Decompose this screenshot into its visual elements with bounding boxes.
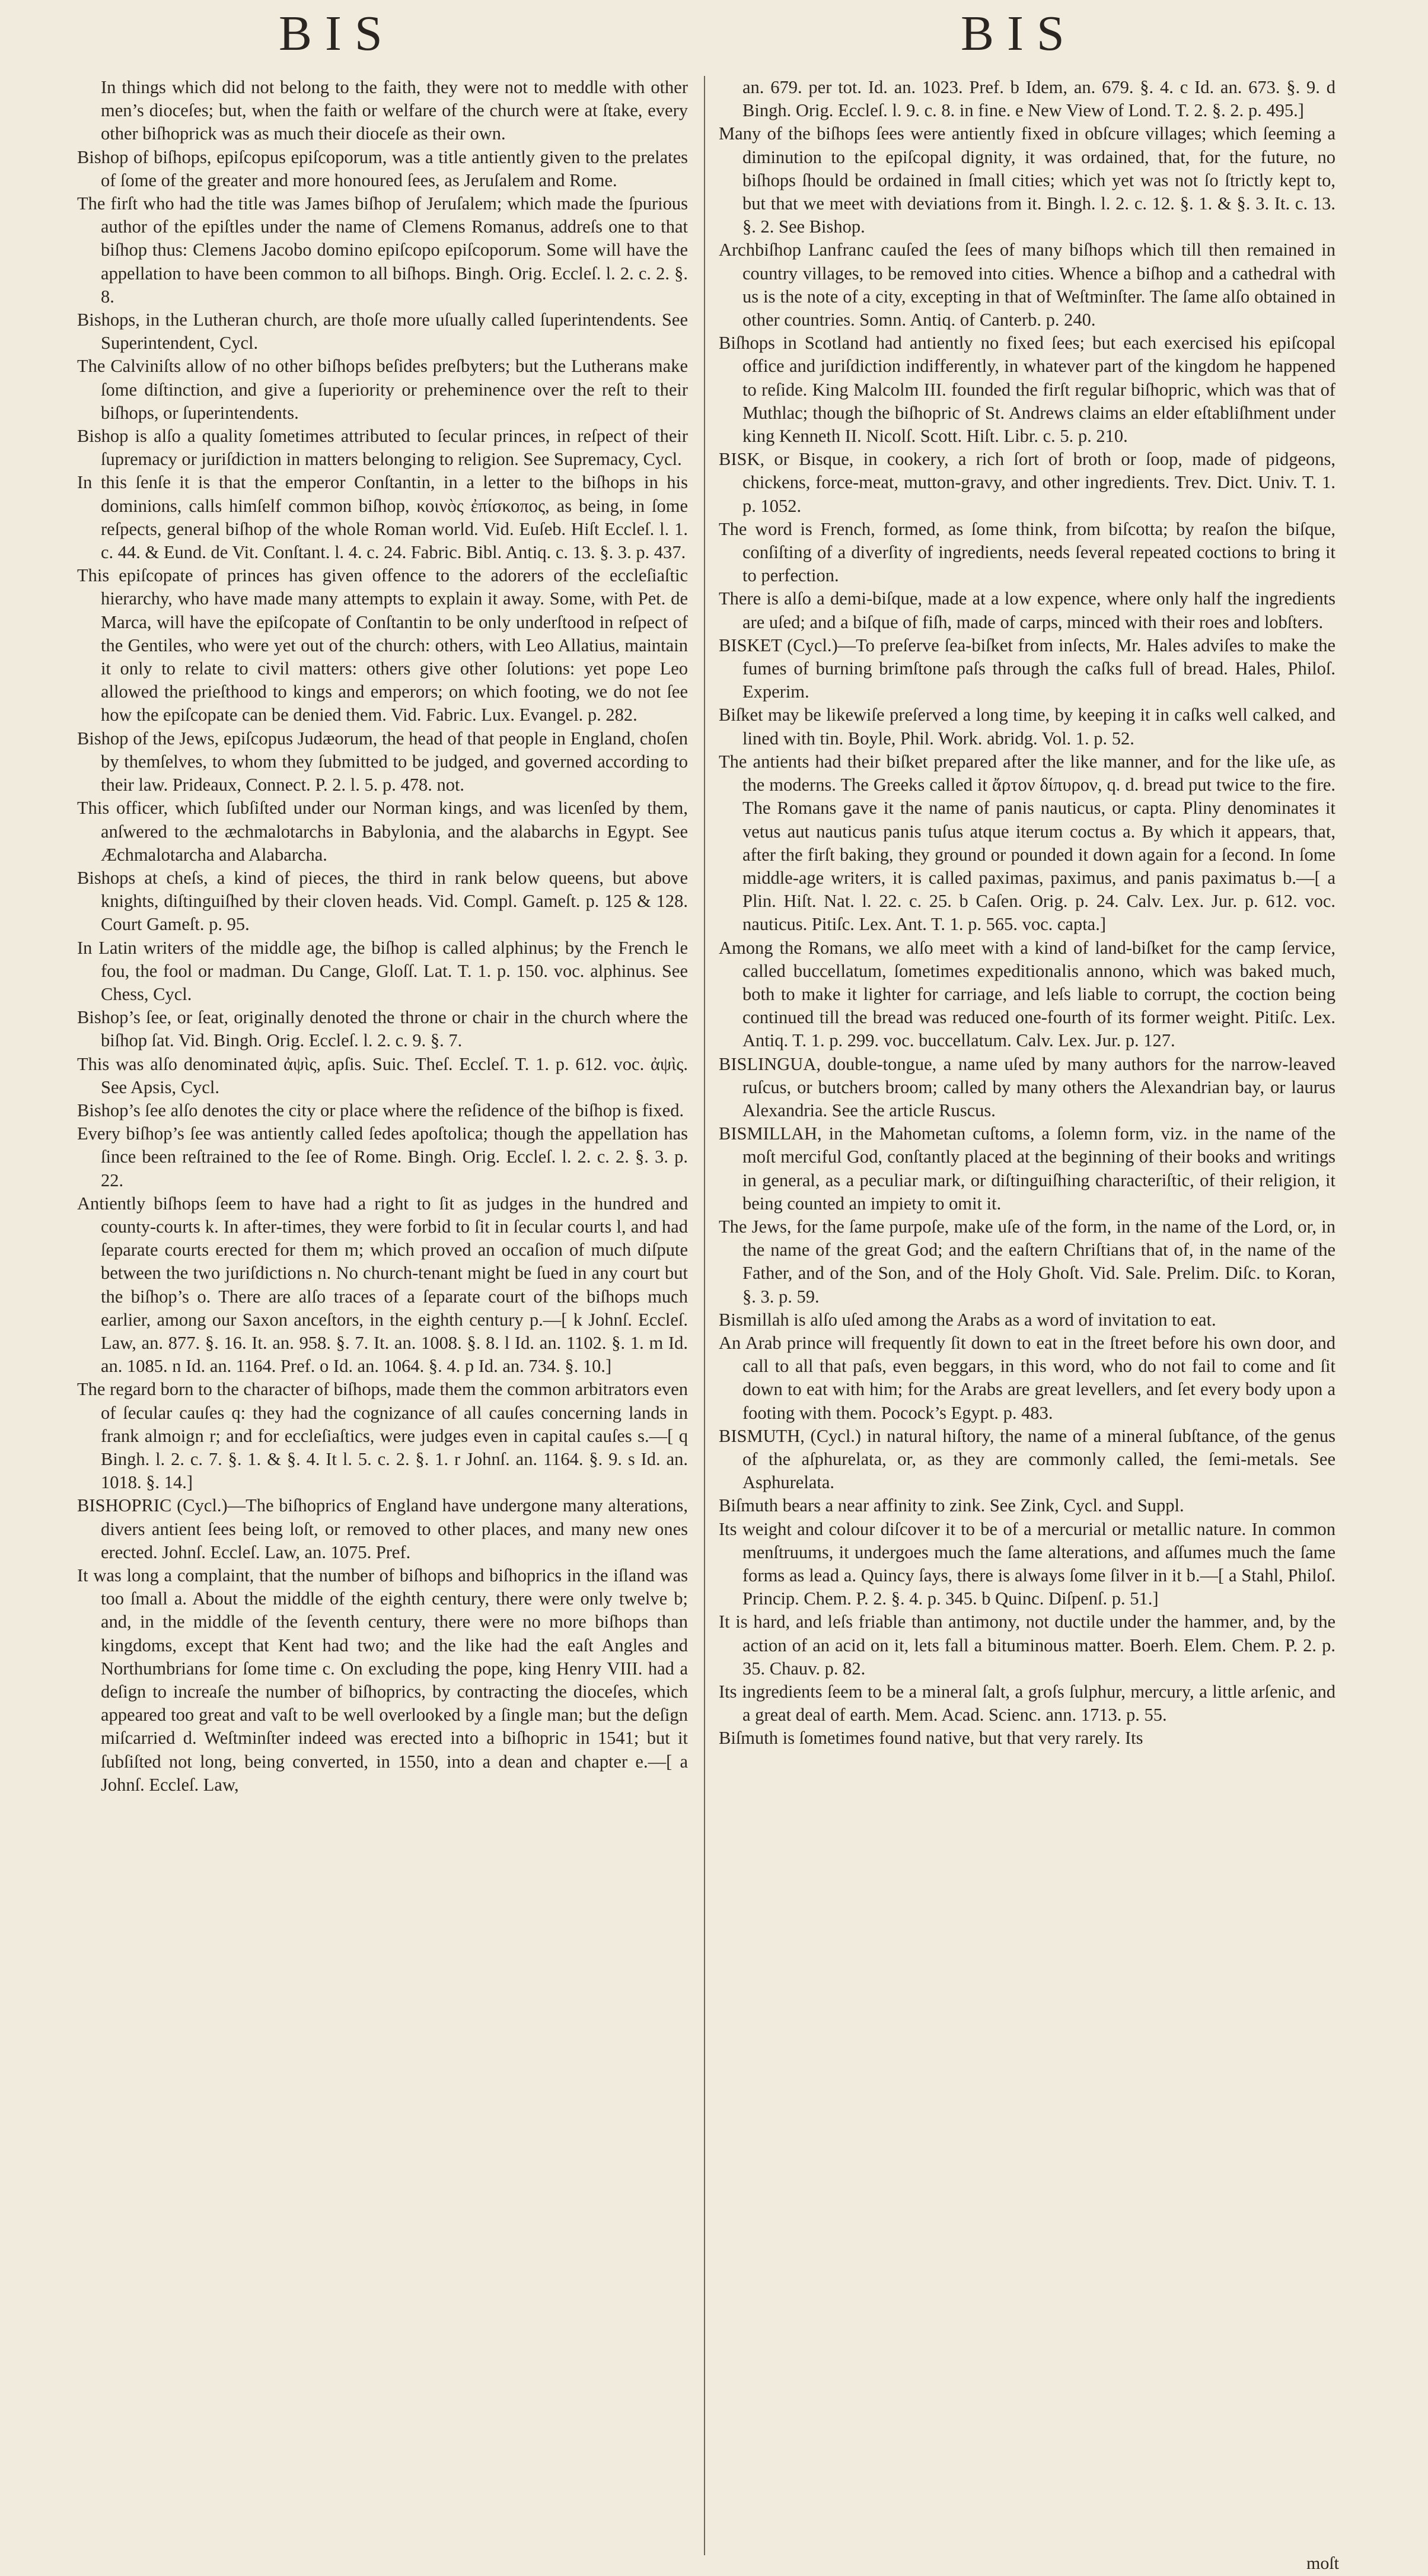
dictionary-entry: Antiently biſhops ſeem to have had a right to ſit as judges in the hundred and county-courts k. In after-times, they were forbid to ſit in ſecular courts l, and had ſeparate courts erected for them m; which proved an occaſion of much diſpute between the two juriſdictions n. No church-tenant might be ſued in any court but the biſhop’s o. There are alſo traces of a ſeparate court of the biſhops much earlier, among our Saxon anceſtors, in the eighth century p.—[ k Johnſ. Eccleſ. Law, an. 877. §. 16. It. an. 958. §. 7. It. an. 1008. §. 8. l Id. an. 1102. §. 1. m Id. an. 1085. n Id. an. 1164. Pref. o Id. an. 1064. §. 4. p Id. an. 734. §. 10.] [77, 1193, 688, 1377]
dictionary-entry: BISKET (Cycl.)—To preſerve ſea-biſket from inſects, Mr. Hales adviſes to make the fumes of burning brimſtone paſs through the caſks full of bread. Hales, Philoſ. Experim. [719, 635, 1335, 702]
dictionary-entry: The Jews, for the ſame purpoſe, make uſe of the form, in the name of the Lord, or, in the name of the great God; and the eaſtern Chriſtians that of, in the name of the Father, and of the Son, and of the Holy Ghoſt. Vid. Sale. Prelim. Diſc. to Koran, §. 3. p. 59. [719, 1216, 1335, 1307]
dictionary-entry: An Arab prince will frequently ſit down to eat in the ſtreet before his own door, and call to all that paſs, even beggars, in this word, who do not fail to come and ſit down to eat with him; for the Arabs are great levellers, and ſet every body upon a footing with them. Pocock’s Egypt. p. 483. [719, 1332, 1335, 1423]
dictionary-entry: Bishop is alſo a quality ſometimes attributed to ſecular princes, in reſpect of their ſupremacy or juriſdiction in matters belonging to religion. See Supremacy, Cycl. [77, 426, 688, 470]
dictionary-entry: It is hard, and leſs friable than antimony, not ductile under the hammer, and, by the action of an acid on it, lets fall a bituminous matter. Boerh. Elem. Chem. P. 2. p. 35. Chauv. p. 82. [719, 1612, 1335, 1679]
left-column [77, 76, 688, 2567]
dictionary-entry: Bismillah is alſo uſed among the Arabs as a word of invitation to eat. [719, 1309, 1216, 1330]
dictionary-entry: BISMUTH, (Cycl.) in natural hiſtory, the name of a mineral ſubſtance, of the genus of the aſphurelata, or, as they are commonly called, the ſemi-metals. See Asphurelata. [719, 1425, 1335, 1493]
dictionary-entry: an. 679. per tot. Id. an. 1023. Pref. b Idem, an. 679. §. 4. c Id. an. 673. §. 9. d Bingh. Orig. Eccleſ. l. 9. c. 8. in fine. e New View of Lond. T. 2. §. 2. p. 495.] [742, 77, 1335, 121]
dictionary-entry: Bishop of biſhops, epiſcopus epiſcoporum, was a title antiently given to the prelates of ſome of the greater and more honoured ſees, as Jeruſalem and Rome. [77, 147, 688, 190]
dictionary-entry: BISHOPRIC (Cycl.)—The biſhoprics of England have undergone many alterations, divers antient ſees being loſt, or removed to other places, and many new ones erected. Johnſ. Eccleſ. Law, an. 1075. Pref. [77, 1495, 688, 1562]
dictionary-entry: Biſmuth is ſometimes found native, but that very rarely. Its [719, 1728, 1143, 1749]
dictionary-entry: Every biſhop’s ſee was antiently called ſedes apoſtolica; though the appellation has ſince been reſtrained to the ſee of Rome. Bingh. Orig. Eccleſ. l. 2. c. 2. §. 3. p. 22. [77, 1123, 688, 1190]
dictionary-entry: The firſt who had the title was James biſhop of Jeruſalem; which made the ſpurious author of the epiſtles under the name of Clemens Romanus, addreſs one to that biſhop thus: Clemens Jacobo domino epiſcopo epiſcoporum. Some will have the appellation to have been common to all biſhops. Bingh. Orig. Eccleſ. l. 2. c. 2. §. 8. [77, 193, 688, 307]
dictionary-entry: This epiſcopate of princes has given offence to the adorers of the eccleſiaſtic hierarchy, who have made many attempts to explain it away. Some, with Pet. de Marca, will have the epiſcopate of Conſtantin to be only underſtood in reſpect of the Gentiles, who were yet out of the church: others, with Leo Allatius, maintain it only to relate to civil matters: others give other ſolutions: yet pope Leo allowed the prieſthood to kings and emperors; on which footing, we do not ſee how the epiſcopate can be denied them. Vid. Fabric. Lux. Evangel. p. 282. [77, 565, 688, 725]
dictionary-entry: Among the Romans, we alſo meet with a kind of land-biſket for the camp ſervice, called buccellatum, ſometimes expeditionalis annono, which was baked much, both to make it lighter for carriage, and leſs liable to corrupt, the coction being continued till the bread was reduced one-fourth of its former weight. Pitiſc. Lex. Antiq. T. 1. p. 299. voc. buccellatum. Calv. Lex. Jur. p. 127. [719, 937, 1335, 1051]
dictionary-entry: The regard born to the character of biſhops, made them the common arbitrators even of ſecular cauſes q: they had the cognizance of all cauſes concerning lands in frank almoign r; and for eccleſiaſtics, were judges even in capital cauſes s.—[ q Bingh. l. 2. c. 7. §. 1. & §. 4. It l. 5. c. 2. §. 1. r Johnſ. an. 1164. §. 9. s Id. an. 1018. §. 14.] [77, 1379, 688, 1493]
dictionary-entry: The word is French, formed, as ſome think, from biſcotta; by reaſon the biſque, conſiſting of a diverſity of ingredients, needs ſeveral repeated coctions to bring it to perfection. [719, 518, 1335, 586]
dictionary-entry: This officer, which ſubſiſted under our Norman kings, and was licenſed by them, anſwered to the æchmalotarchs in Babylonia, and the alabarchs in Egypt. See Æchmalotarcha and Alabarcha. [77, 798, 688, 865]
dictionary-entry: Biſket may be likewiſe preſerved a long time, by keeping it in caſks well calked, and lined with tin. Boyle, Phil. Work. abridg. Vol. 1. p. 52. [719, 705, 1335, 749]
dictionary-entry: The antients had their biſket prepared after the like manner, and for the like uſe, as the moderns. The Greeks called it ἄρτον δίπυρον, q. d. bread put twice to the fire. The Romans gave it the name of panis nauticus, or capta. Pliny denominates it vetus aut nauticus panis tuſus atque iterum coctus a. By which it appears, that, after the firſt baking, they ground or pounded it down again for a ſecond. In ſome middle-age writers, it is called paximas, paximus, and panis paximatus b.—[ a Plin. Hiſt. Nat. l. 22. c. 25. b Caſen. Orig. p. 24. Calv. Lex. Jur. p. 612. voc. nauticus. Pitiſc. Lex. Ant. T. 1. p. 565. voc. capta.] [719, 751, 1335, 935]
dictionary-entry: Biſhops in Scotland had antiently no fixed ſees; but each exercised his epiſcopal office and juriſdiction indifferently, in whatever part of the kingdom he happened to reſide. King Malcolm III. founded the firſt regular biſhopric, which was that of Muthlac; though the biſhopric of St. Andrews claims an elder eſtabliſhment under king Kenneth II. Nicolſ. Scott. Hiſt. Libr. c. 5. p. 210. [719, 333, 1335, 447]
dictionary-entry: Biſmuth bears a near affinity to zink. See Zink, Cycl. and Suppl. [719, 1495, 1184, 1516]
dictionary-entry: Bishop of the Jews, epiſcopus Judæorum, the head of that people in England, choſen by themſelves, to whom they ſubmitted to be judged, and governed according to their law. Prideaux, Connect. P. 2. l. 5. p. 478. not. [77, 728, 688, 795]
right-column [719, 76, 1335, 2567]
dictionary-entry: In this ſenſe it is that the emperor Conſtantin, in a letter to the biſhops in his dominions, calls himſelf common biſhop, κοινὸς ἐπίσκοπος, as being, in ſome reſpects, general biſhop of the whole Roman world. Vid. Euſeb. Hiſt Eccleſ. l. 1. c. 44. & Eund. de Vit. Conſtant. l. 4. c. 24. Fabric. Bibl. Antiq. c. 13. §. 3. p. 437. [77, 472, 688, 563]
dictionary-entry: In Latin writers of the middle age, the biſhop is called alphinus; by the French le fou, the fool or madman. Du Cange, Gloſſ. Lat. T. 1. p. 150. voc. alphinus. See Chess, Cycl. [77, 937, 688, 1004]
dictionary-entry: Its ingredients ſeem to be a mineral ſalt, a groſs ſulphur, mercury, a little arſenic, and a great deal of earth. Mem. Acad. Scienc. ann. 1713. p. 55. [719, 1682, 1335, 1725]
dictionary-entry: There is alſo a demi-biſque, made at a low expence, where only half the ingredients are uſed; and a biſque of fiſh, made of carps, minced with their roes and lobſters. [719, 588, 1335, 632]
dictionary-entry: BISK, or Bisque, in cookery, a rich ſort of broth or ſoop, made of pidgeons, chickens, force-meat, mutton-gravy, and other ingredients. Trev. Dict. Univ. T. 1. p. 1052. [719, 449, 1335, 516]
dictionary-entry: Many of the biſhops ſees were antiently fixed in obſcure villages; which ſeeming a diminution to the epiſcopal dignity, it was ordained, that, for the future, no biſhops ſhould be ordained in ſmall cities; which yet was not ſo ſtrictly kept to, but that we meet with deviations from it. Bingh. l. 2. c. 12. §. 1. & §. 3. It. c. 13. §. 2. See Bishop. [719, 123, 1335, 237]
dictionary-entry: BISMILLAH, in the Mahometan cuſtoms, a ſolemn form, viz. in the name of the moſt merciful God, conſtantly placed at the beginning of their books and writings in general, as a peculiar mark, or diſtinguiſhing characteriſtic, of their religion, it being counted an impiety to omit it. [719, 1123, 1335, 1214]
dictionary-entry: This was alſo denominated ἀψὶς, apſis. Suic. Theſ. Eccleſ. T. 1. p. 612. voc. ἀψὶς. See Apsis, Cycl. [77, 1053, 688, 1097]
running-head-right: BIS [961, 6, 1078, 61]
column-divider [704, 76, 705, 2555]
dictionary-entry: BISLINGUA, double-tongue, a name uſed by many authors for the narrow-leaved ruſcus, or butchers broom; called by many others the Alexandrian bay, or laurus Alexandria. See the article Ruscus. [719, 1053, 1335, 1120]
dictionary-entry: Archbiſhop Lanfranc cauſed the ſees of many biſhops which till then remained in country villages, to be removed into cities. Whence a biſhop and a cathedral with us is the note of a city, excepting in that of Weſtminſter. The ſame alſo obtained in other countries. Somn. Antiq. of Canterb. p. 240. [719, 240, 1335, 330]
running-head-left: BIS [279, 6, 396, 61]
dictionary-entry: In things which did not belong to the faith, they were not to meddle with other men’s dioceſes; but, when the faith or welfare of the church were at ſtake, every other biſhoprick was as much their dioceſe as their own. [101, 77, 688, 144]
dictionary-entry: The Calviniſts allow of no other biſhops beſides preſbyters; but the Lutherans make ſome diſtinction, and give a ſuperiority or preheminence over the reſt to their biſhops, or ſuperintendents. [77, 356, 688, 423]
dictionary-entry: Its weight and colour diſcover it to be of a mercurial or metallic nature. In common menſtruums, it undergoes much the ſame alterations, and aſſumes much the ſame forms as lead a. Quincy ſays, there is always ſome ſilver in it b.—[ a Stahl, Philoſ. Princip. Chem. P. 2. §. 4. p. 345. b Quinc. Diſpenſ. p. 51.] [719, 1518, 1335, 1609]
dictionary-entry: Bishop’s ſee, or ſeat, originally denoted the throne or chair in the church where the biſhop ſat. Vid. Bingh. Orig. Eccleſ. l. 2. c. 9. §. 7. [77, 1007, 688, 1051]
catchword: moſt [1306, 2553, 1339, 2573]
dictionary-entry: It was long a complaint, that the number of biſhops and biſhoprics in the iſland was too ſmall a. About the middle of the eighth century, there were only twelve b; and, in the middle of the ſeventh century, there were no more biſhops than kingdoms, except that Kent had two; and the like had the eaſt Angles and Northumbrians for ſome time c. On excluding the pope, king Henry VIII. had a deſign to increaſe the number of biſhoprics, by contracting the dioceſes, which appeared too great and vaſt to be well overlooked by a ſingle man; but the deſign miſcarried d. Weſtminſter indeed was erected into a biſhopric in 1541; but it ſubſiſted not long, being converted, in 1550, into a dean and chapter e.—[ a Johnſ. Eccleſ. Law, [77, 1565, 688, 1795]
dictionary-entry: Bishops at cheſs, a kind of pieces, the third in rank below queens, but above knights, diſtinguiſhed by their cloven heads. Vid. Compl. Gameſt. p. 125 & 128. Court Gameſt. p. 95. [77, 867, 688, 935]
dictionary-entry: Bishop’s ſee alſo denotes the city or place where the reſidence of the biſhop is fixed. [77, 1100, 684, 1120]
dictionary-entry: Bishops, in the Lutheran church, are thoſe more uſually called ſuperintendents. See Superintendent, Cycl. [77, 310, 688, 354]
